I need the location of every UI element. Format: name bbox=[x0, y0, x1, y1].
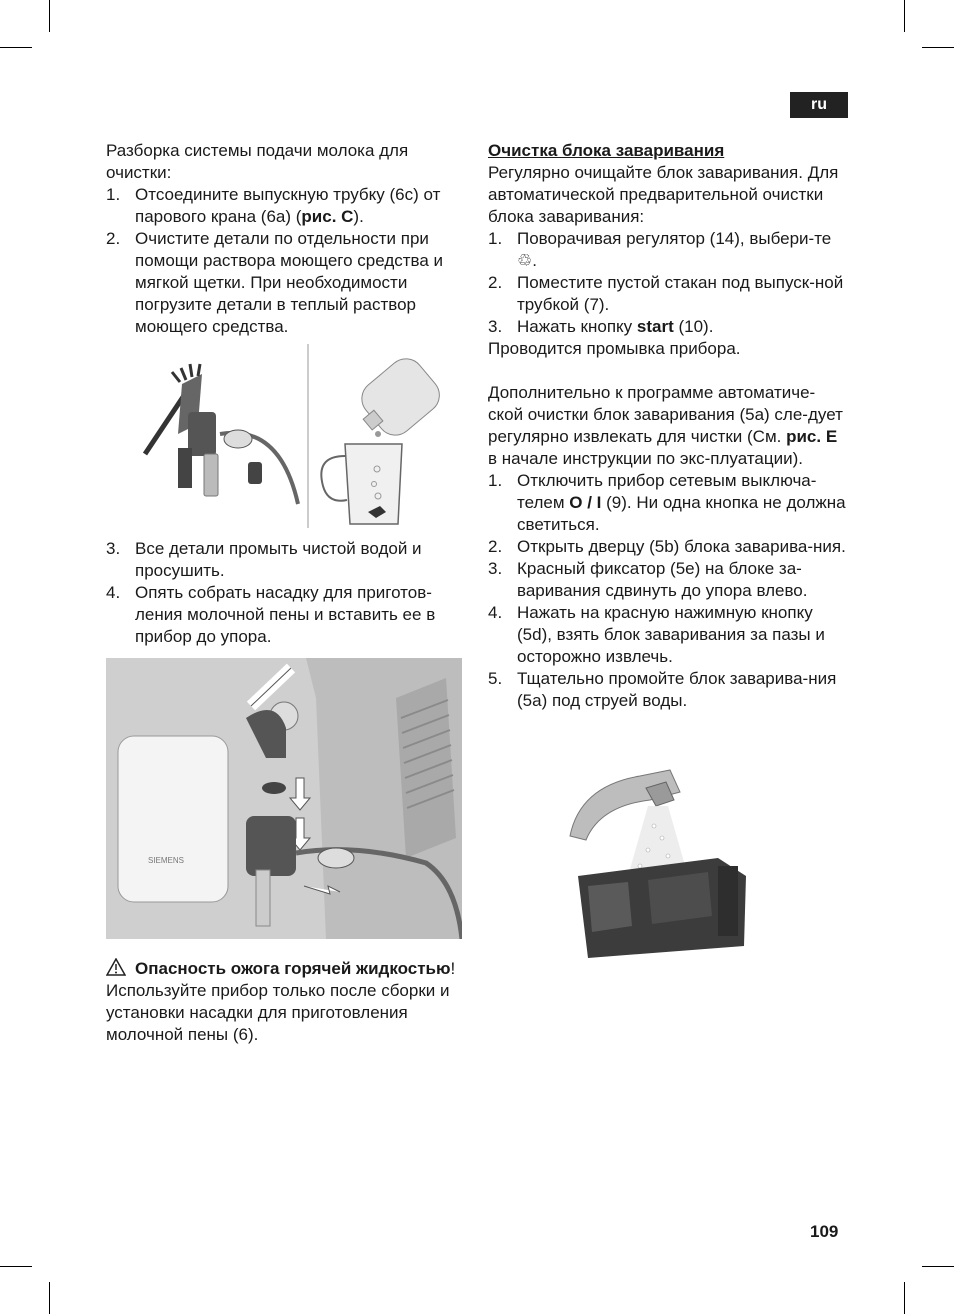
list-item: 1. Отсоедините выпускную трубку (6c) от парового крана (6a) (рис. C). bbox=[106, 185, 441, 226]
language-tab: ru bbox=[790, 92, 848, 118]
milk-disassembly-intro: Разборка системы подачи молока для очистки: bbox=[106, 141, 409, 182]
step-number: 1. bbox=[488, 229, 503, 248]
removal-steps bbox=[488, 470, 850, 712]
brew-unit-rinse-illustration bbox=[568, 766, 750, 962]
spacer bbox=[488, 360, 850, 382]
step-number: 2. bbox=[488, 273, 503, 292]
manual-removal-intro: Дополнительно к программе автоматиче-ской очистки блок заваривания (5a) сле-дует регулярно извлекать для чистки (См. рис. E в начале инструкции по экс-плуатации). bbox=[488, 383, 843, 468]
step-number: 3. bbox=[488, 559, 503, 578]
step-number: 1. bbox=[488, 471, 503, 490]
list-item: 5. Тщательно промойте блок заварива-ния (5a) под струей воды. bbox=[488, 669, 837, 710]
step-number: 5. bbox=[488, 669, 503, 688]
list-item: 4. Нажать на красную нажимную кнопку (5d), взять блок заваривания за пазы и осторожно извлечь. bbox=[488, 603, 825, 666]
reassembly-steps bbox=[106, 538, 468, 648]
crop-mark bbox=[0, 47, 32, 48]
list-item: 2. Открыть дверцу (5b) блока заварива-ния. bbox=[488, 537, 846, 556]
crop-mark bbox=[49, 1282, 50, 1314]
list-item: 3. Все детали промыть чистой водой и просушить. bbox=[106, 539, 422, 580]
right-column bbox=[488, 140, 850, 712]
crop-mark bbox=[904, 1282, 905, 1314]
list-item: 2. Очистите детали по отдельности при помощи раствора моющего средства и мягкой щетки. При необходимости погрузите детали в теплый раствор моющего средства. bbox=[106, 229, 444, 336]
step-number: 3. bbox=[106, 539, 121, 558]
step-number: 4. bbox=[488, 603, 503, 622]
step-number: 1. bbox=[106, 185, 121, 204]
rinse-symbol-icon: ♲. bbox=[517, 251, 537, 270]
step-number: 2. bbox=[488, 537, 503, 556]
list-item: 4. Опять собрать насадку для приготов-ления молочной пены и вставить ее в прибор до упора. bbox=[106, 583, 436, 646]
brew-unit-intro: Регулярно очищайте блок заваривания. Для автоматической предварительной очистки блока заваривания: bbox=[488, 163, 839, 226]
step-number: 4. bbox=[106, 583, 121, 602]
left-column-warning bbox=[106, 958, 468, 1046]
left-column-top bbox=[106, 140, 468, 338]
list-item: 1. Отключить прибор сетевым выключа-телем O / I (9). Ни одна кнопка не должна светиться. bbox=[488, 471, 846, 534]
list-item: 3. Нажать кнопку start (10). bbox=[488, 317, 714, 336]
hot-liquid-warning-title: Опасность ожога горячей жидкостью! bbox=[106, 958, 468, 980]
crop-mark bbox=[922, 1266, 954, 1267]
crop-mark bbox=[0, 1266, 32, 1267]
disassembly-steps bbox=[106, 184, 468, 338]
cleaning-parts-illustration bbox=[140, 344, 470, 528]
hot-liquid-warning-text: Используйте прибор только после сборки и установки насадки для приготовления молочной пены (6). bbox=[106, 981, 450, 1044]
list-item: 2. Поместите пустой стакан под выпуск-ной трубкой (7). bbox=[488, 273, 844, 314]
left-column-mid bbox=[106, 538, 468, 648]
auto-clean-steps bbox=[488, 228, 850, 338]
list-item: 1. Поворачивая регулятор (14), выбери-те ♲. bbox=[488, 229, 832, 270]
step-number: 2. bbox=[106, 229, 121, 248]
crop-mark bbox=[904, 0, 905, 32]
crop-mark bbox=[922, 47, 954, 48]
brew-unit-cleaning-heading: Очистка блока заваривания bbox=[488, 141, 725, 160]
frother-assembly-illustration bbox=[106, 658, 462, 939]
step-number: 3. bbox=[488, 317, 503, 336]
page-number: 109 bbox=[810, 1222, 839, 1241]
crop-mark bbox=[49, 0, 50, 32]
rinse-note: Проводится промывка прибора. bbox=[488, 339, 741, 358]
warning-triangle-icon bbox=[106, 958, 126, 982]
list-item: 3. Красный фиксатор (5e) на блоке за-варивания сдвинуть до упора влево. bbox=[488, 559, 808, 600]
brand-label: SIEMENS bbox=[148, 856, 185, 865]
